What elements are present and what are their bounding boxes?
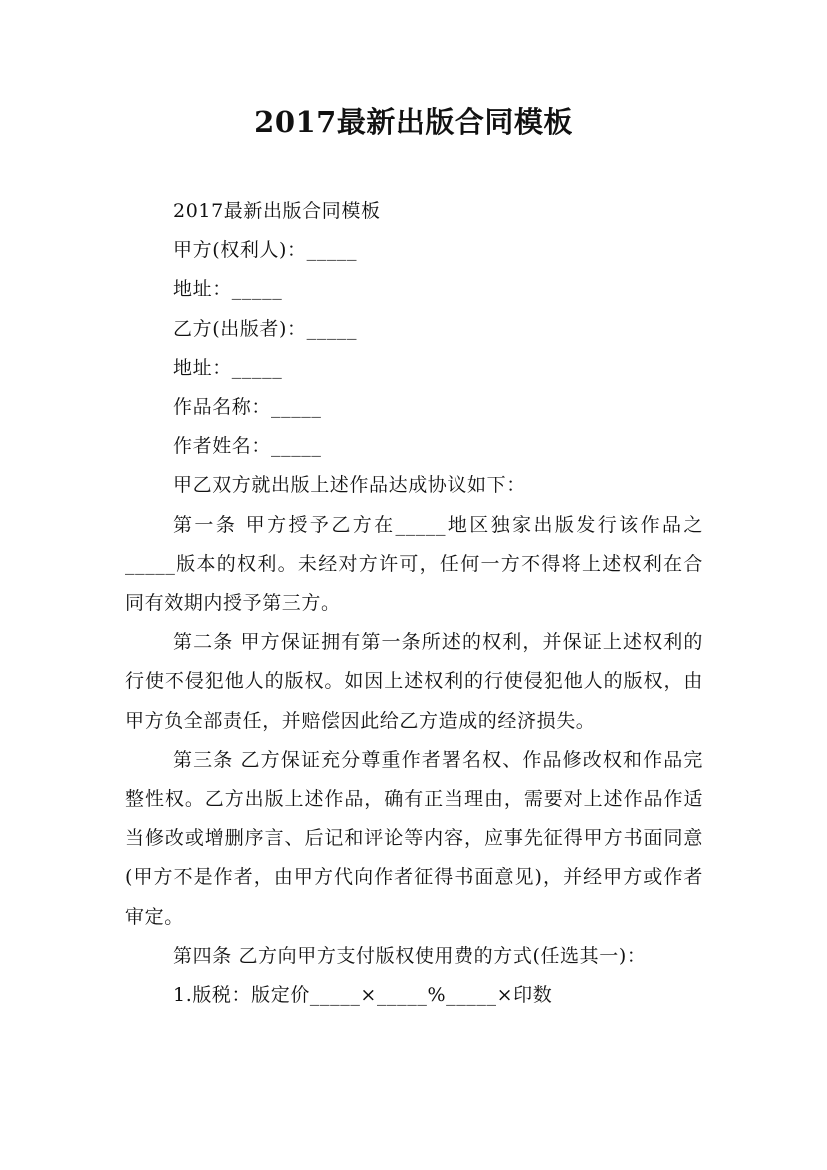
party-a-field: 甲方(权利人)：_____ <box>173 239 358 262</box>
clause-3: 第三条 乙方保证充分尊重作者署名权、作品修改权和作品完整性权。乙方出版上述作品，确有正当理由，需要对上述作品作适当修改或增删序言、后记和评论等内容，应事先征得甲方书面同意(甲方不是作者，由甲方代向作者征得书面意见)，并经甲方或作者审定。 <box>125 748 703 928</box>
party-a-address-field: 地址：_____ <box>173 278 283 301</box>
party-b-address-field: 地址：_____ <box>173 356 283 379</box>
party-b-field: 乙方(出版者)：_____ <box>173 317 358 340</box>
clause-1: 第一条 甲方授予乙方在_____地区独家出版发行该作品之_____版本的权利。未经对方许可，任何一方不得将上述权利在合同有效期内授予第三方。 <box>125 513 703 615</box>
royalty-option-1: 1.版税：版定价_____×_____%_____×印数 <box>173 984 553 1007</box>
document-body <box>125 192 703 1015</box>
clause-2: 第二条 甲方保证拥有第一条所述的权利，并保证上述权利的行使不侵犯他人的版权。如因上述权利的行使侵犯他人的版权，由甲方负全部责任，并赔偿因此给乙方造成的经济损失。 <box>125 631 703 732</box>
clause-4-heading: 第四条 乙方向甲方支付版权使用费的方式(任选其一)： <box>173 944 647 967</box>
author-name-field: 作者姓名：_____ <box>173 435 322 458</box>
subtitle-line: 2017最新出版合同模板 <box>173 200 381 222</box>
document-title: 2017最新出版合同模板 <box>254 105 573 139</box>
work-title-field: 作品名称：_____ <box>173 396 322 419</box>
agreement-intro: 甲乙双方就出版上述作品达成协议如下： <box>173 474 526 497</box>
